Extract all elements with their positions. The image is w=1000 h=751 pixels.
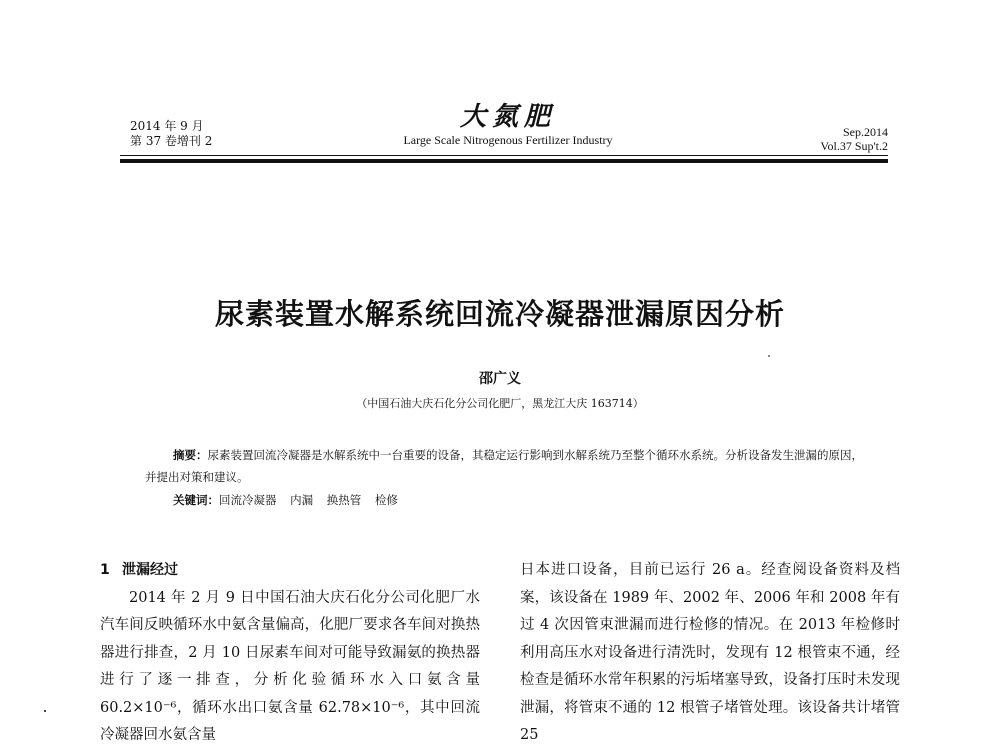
keywords-label: 关键词：: [173, 493, 219, 507]
column-right: [520, 557, 900, 750]
scan-speck: [44, 710, 46, 712]
abstract-label: 摘要：: [173, 448, 208, 462]
header-center: [378, 102, 638, 148]
journal-name-en: Large Scale Nitrogenous Fertilizer Industry: [403, 133, 613, 147]
header-issue-cn: 第 37 卷增刊 2: [130, 134, 213, 148]
header-date-cn: 2014 年 9 月: [130, 119, 204, 133]
header-issue-en: Vol.37 Sup't.2: [820, 139, 888, 153]
scan-speck: [768, 355, 770, 357]
abstract: [145, 444, 865, 488]
section-heading: [100, 557, 480, 585]
keywords-text: 回流冷凝器 内漏 换热管 检修: [219, 493, 398, 507]
header-right: [820, 125, 888, 153]
journal-logo: 大氮肥: [459, 102, 556, 132]
section-title: 泄漏经过: [122, 562, 178, 578]
abstract-text: 尿素装置回流冷凝器是水解系统中一台重要的设备，其稳定运行影响到水解系统乃至整个循环水系统。分析设备发生泄漏的原因，并提出对策和建议。: [145, 448, 863, 484]
author: 邵广义: [479, 371, 521, 387]
header-rule-thick: [120, 159, 888, 163]
column-left: [100, 557, 480, 750]
body-paragraph-right: 日本进口设备，目前已运行 26 a。经查阅设备资料及档案，该设备在 1989 年、2002 年、2006 年和 2008 年有过 4 次因管束泄漏而进行检修的情况。在 2013 年检修时利用高压水对设备进行清洗时，发现有 12 根管束不通，经检查是循环水常年积累的污垢堵塞导致，设备打压时未发现泄漏，将管束不通的 12 根管子堵管处理。该设备共计堵管 25: [520, 562, 900, 743]
header-date-en: Sep.2014: [843, 125, 888, 139]
header-rule-thin: [120, 155, 888, 156]
affiliation: （中国石油大庆石化分公司化肥厂，黑龙江大庆 163714）: [356, 397, 644, 410]
body-paragraph-left: 2014 年 2 月 9 日中国石油大庆石化分公司化肥厂水汽车间反映循环水中氨含量偏高，化肥厂要求各车间对换热器进行排查，2 月 10 日尿素车间对可能导致漏氨的换热器进行了逐一排查，分析化验循环水入口氨含量 60.2×10⁻⁶，循环水出口氨含量 62.78×10⁻⁶，其中回流冷凝器回水氨含量: [100, 589, 480, 743]
paper-title: 尿素装置水解系统回流冷凝器泄漏原因分析: [214, 297, 785, 331]
section-number: 1: [100, 562, 110, 578]
header-left: [130, 119, 212, 149]
keywords: [173, 489, 398, 511]
